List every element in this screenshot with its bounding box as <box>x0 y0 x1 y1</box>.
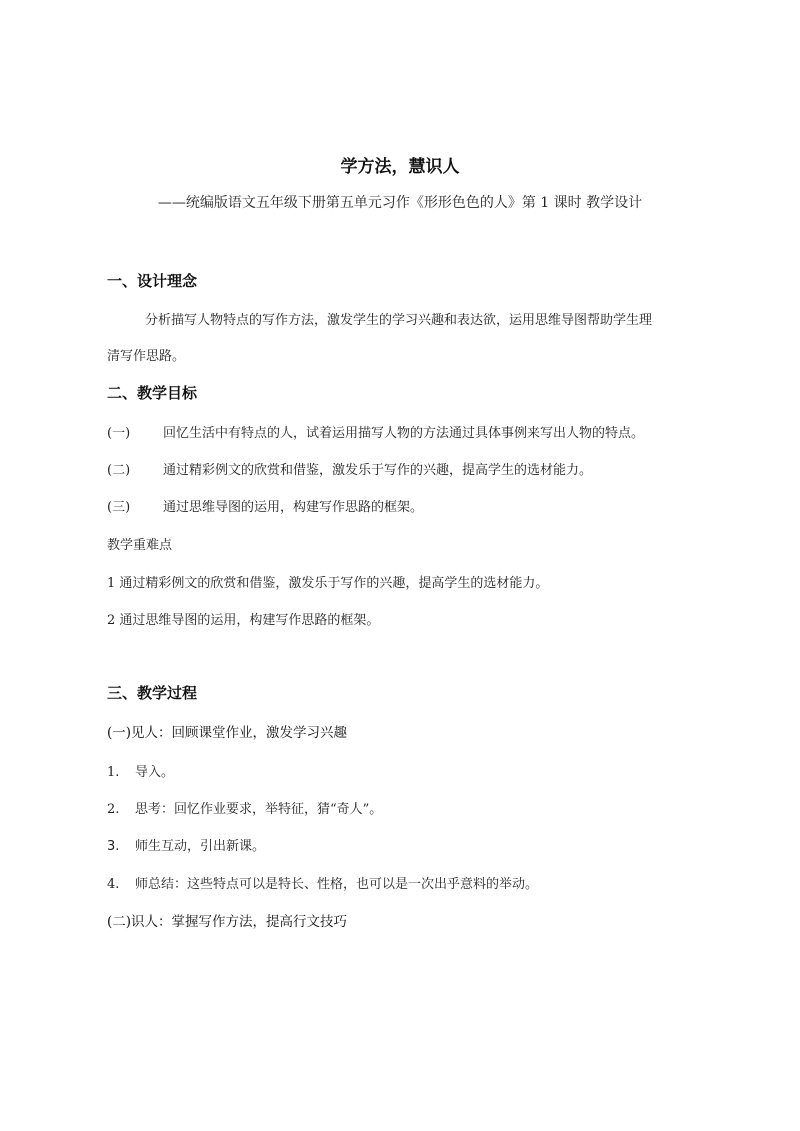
section-heading-teaching-process: 三、教学过程 <box>107 684 198 702</box>
goal-number: (一) <box>107 426 131 441</box>
step-item <box>107 798 382 817</box>
goal-text: 通过思维导图的运用，构建写作思路的框架。 <box>163 500 424 515</box>
goal-item <box>107 422 644 441</box>
key-points-label: 教学重难点 <box>107 538 173 553</box>
key-point-item: 2 通过思维导图的运用，构建写作思路的框架。 <box>107 613 380 628</box>
section-heading-teaching-goals: 二、教学目标 <box>107 384 198 402</box>
goal-number: (三) <box>107 500 131 515</box>
process-part-2-heading: (二)识人：掌握写作方法，提高行文技巧 <box>107 914 348 930</box>
process-part-1-heading: (一)见人：回顾课堂作业，激发学习兴趣 <box>107 725 348 741</box>
step-number: 1. <box>107 765 120 780</box>
step-text: 思考：回忆作业要求，举特征，猜“奇人”。 <box>135 802 383 817</box>
section-heading-design-concept: 一、设计理念 <box>107 272 198 290</box>
document-subtitle: ——统编版语文五年级下册第五单元习作《形形色色的人》第 1 课时 教学设计 <box>157 195 643 211</box>
step-item <box>107 873 538 892</box>
goal-item <box>107 459 592 478</box>
goal-text: 通过精彩例文的欣赏和借鉴，激发乐于写作的兴趣，提高学生的选材能力。 <box>163 463 593 478</box>
key-point-item: 1 通过精彩例文的欣赏和借鉴，激发乐于写作的兴趣，提高学生的选材能力。 <box>107 576 549 591</box>
document-title: 学方法，慧识人 <box>340 157 460 177</box>
step-item <box>107 761 174 780</box>
goal-text: 回忆生活中有特点的人，试着运用描写人物的方法通过具体事例来写出人物的特点。 <box>163 426 645 441</box>
step-text: 导入。 <box>135 765 175 780</box>
goal-number: (二) <box>107 463 131 478</box>
design-concept-paragraph-line2: 清写作思路。 <box>107 349 186 364</box>
step-number: 4. <box>107 877 120 892</box>
step-number: 2. <box>107 802 120 817</box>
step-item <box>107 835 265 854</box>
step-number: 3. <box>107 839 120 854</box>
goal-item <box>107 496 423 515</box>
step-text: 师生互动，引出新课。 <box>135 839 266 854</box>
step-text: 师总结：这些特点可以是特长、性格，也可以是一次出乎意料的举动。 <box>135 877 539 892</box>
design-concept-paragraph-line1: 分析描写人物特点的写作方法，激发学生的学习兴趣和表达欲，运用思维导图帮助学生理 <box>145 313 653 328</box>
